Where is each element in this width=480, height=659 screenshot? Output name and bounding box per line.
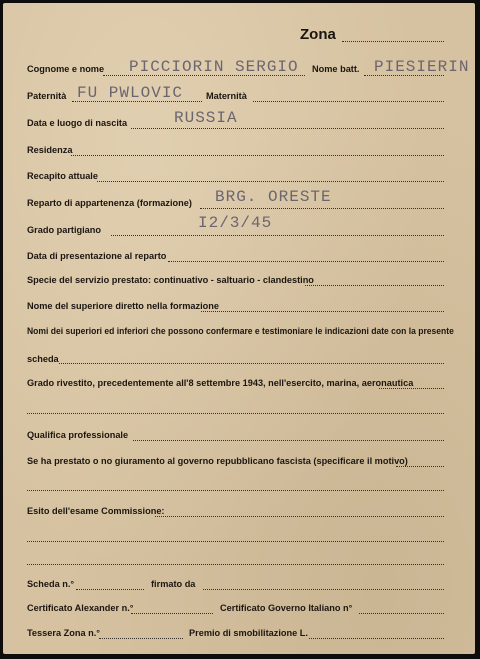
paternita-label: Paternità — [27, 91, 67, 101]
nomi-label-line1: Nomi dei superiori ed inferiori che possono confermare e testimoniare le indicazioni date con la presente — [27, 326, 454, 336]
giuramento-line — [396, 466, 444, 467]
presentazione-label: Data di presentazione al reparto — [27, 251, 167, 261]
residenza-label: Residenza — [27, 145, 73, 155]
specie-line — [305, 285, 444, 286]
cognome-value: PICCIORIN SERGIO — [129, 58, 299, 76]
esito-line-2 — [27, 541, 444, 542]
cognome-label: Cognome e nome — [27, 64, 105, 74]
recapito-line — [97, 181, 444, 182]
specie-label: Specie del servizio prestato: continuativo - saltuario - clandestino — [27, 275, 314, 285]
nascita-value: RUSSIA — [174, 109, 238, 127]
reparto-value: BRG. ORESTE — [215, 188, 332, 206]
maternita-line — [253, 101, 444, 102]
paternita-value: FU PWLOVIC — [77, 84, 184, 102]
premio-line — [309, 638, 444, 639]
grado-rivestito-line — [379, 388, 444, 389]
reparto-line — [200, 208, 444, 209]
alexander-label: Certificato Alexander n.° — [27, 603, 134, 613]
nascita-label: Data e luogo di nascita — [27, 118, 128, 128]
giuramento-label: Se ha prestato o no giuramento al governo repubblicano fascista (specificare il motivo) — [27, 456, 408, 466]
grado-rivestito-label: Grado rivestito, precedentemente all'8 settembre 1943, nell'esercito, marina, aeronautica — [27, 378, 414, 388]
governo-label: Certificato Governo Italiano n° — [220, 603, 353, 613]
nome-batt-label: Nome batt. — [312, 64, 360, 74]
scheda-label: Scheda n.° — [27, 579, 75, 589]
recapito-label: Recapito attuale — [27, 171, 98, 181]
zona-line — [342, 41, 444, 42]
governo-line — [359, 613, 444, 614]
scheda-line — [76, 589, 144, 590]
residenza-line — [71, 155, 444, 156]
nome-batt-value: PIESIERIN — [374, 58, 470, 76]
reparto-label: Reparto di appartenenza (formazione) — [27, 198, 192, 208]
zona-label: Zona — [300, 26, 336, 43]
qualifica-label: Qualifica professionale — [27, 430, 129, 440]
grado-line — [111, 235, 444, 236]
tessera-label: Tessera Zona n.° — [27, 628, 100, 638]
grado-rivestito-line-2 — [27, 413, 444, 414]
presentazione-line — [168, 261, 444, 262]
maternita-label: Maternità — [206, 91, 247, 101]
qualifica-line — [133, 440, 444, 441]
esito-label: Esito dell'esame Commissione: — [27, 506, 165, 516]
premio-label: Premio di smobilitazione L. — [189, 628, 308, 638]
grado-value: I2/3/45 — [198, 214, 273, 232]
firmato-line — [203, 589, 444, 590]
giuramento-line-2 — [27, 490, 444, 491]
firmato-label: firmato da — [151, 579, 196, 589]
esito-line — [155, 516, 444, 517]
nomi-line — [59, 363, 444, 364]
nascita-line — [131, 128, 444, 129]
esito-line-3 — [27, 564, 444, 565]
superiore-label: Nome del superiore diretto nella formazione — [27, 301, 219, 311]
nomi-label-line2: scheda — [27, 354, 59, 364]
superiore-line — [201, 311, 444, 312]
tessera-line — [99, 638, 183, 639]
alexander-line — [131, 613, 213, 614]
grado-label: Grado partigiano — [27, 225, 102, 235]
